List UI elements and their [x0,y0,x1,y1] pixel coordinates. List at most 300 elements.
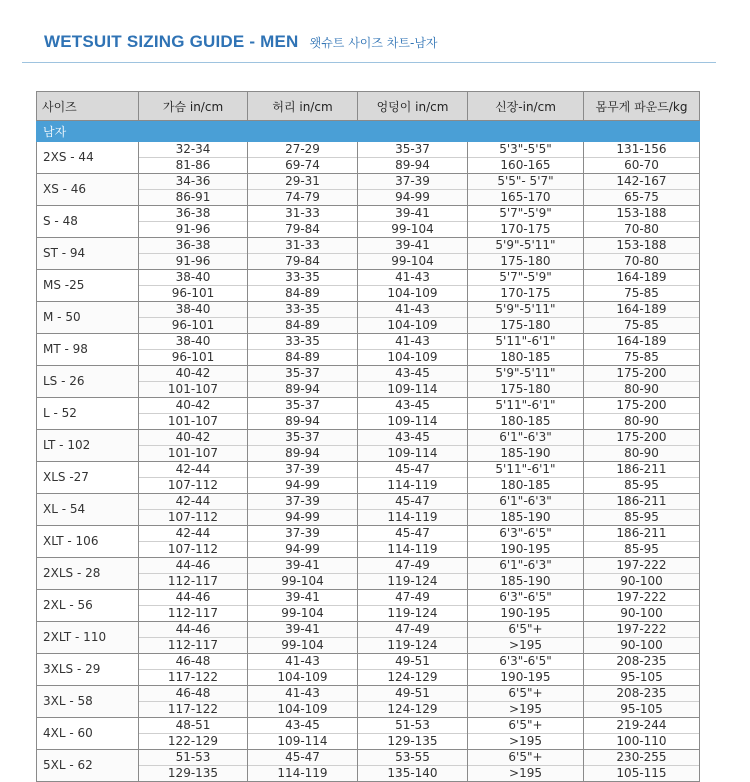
chest-metric: 96-101 [171,318,215,332]
weight-metric: 70-80 [624,254,659,268]
height-metric: >195 [509,638,542,652]
size-cell: 4XL - 60 [37,718,139,750]
hip-inches: 41-43 [358,270,467,286]
chest-cell [139,334,248,366]
height-cell [468,462,584,494]
height-cell [468,526,584,558]
height-metric: 170-175 [500,222,551,236]
weight-cell [584,238,700,270]
waist-cell [248,174,358,206]
chest-metric: 107-112 [167,510,219,524]
chest-cell [139,494,248,526]
table-row [37,494,700,526]
page-title [44,32,438,52]
hip-metric: 99-104 [391,222,434,236]
table-row [37,366,700,398]
height-inches: 6'3"-6'5" [468,526,583,542]
height-metric: >195 [509,702,542,716]
size-cell: 2XL - 56 [37,590,139,622]
waist-metric: 99-104 [281,574,324,588]
hip-inches: 41-43 [358,302,467,318]
hip-cell [358,462,468,494]
weight-cell [584,206,700,238]
height-cell [468,654,584,686]
height-inches: 5'5"- 5'7" [468,174,583,190]
table-row [37,558,700,590]
height-metric: 160-165 [500,158,551,172]
weight-metric: 75-85 [624,286,659,300]
height-inches: 5'7"-5'9" [468,206,583,222]
chest-cell [139,430,248,462]
table-row [37,142,700,174]
waist-cell [248,622,358,654]
chest-cell [139,590,248,622]
hip-cell [358,718,468,750]
height-cell [468,270,584,302]
chest-cell [139,270,248,302]
table-row [37,270,700,302]
chest-cell [139,206,248,238]
chest-inches: 38-40 [139,334,247,350]
title-english: WETSUIT SIZING GUIDE - MEN [44,32,299,51]
weight-cell [584,430,700,462]
waist-cell [248,270,358,302]
waist-inches: 39-41 [248,590,357,606]
weight-inches: 186-211 [584,494,699,510]
waist-metric: 104-109 [277,702,328,716]
height-cell [468,558,584,590]
weight-metric: 85-95 [624,510,659,524]
waist-cell [248,462,358,494]
height-metric: >195 [509,766,542,780]
hip-cell [358,302,468,334]
hip-inches: 35-37 [358,142,467,158]
waist-inches: 37-39 [248,462,357,478]
height-inches: 6'5"+ [468,718,583,734]
waist-inches: 31-33 [248,206,357,222]
hip-inches: 43-45 [358,366,467,382]
height-inches: 5'9"-5'11" [468,302,583,318]
size-cell: 3XL - 58 [37,686,139,718]
chest-cell [139,558,248,590]
weight-inches: 208-235 [584,686,699,702]
hip-metric: 109-114 [387,446,438,460]
weight-metric: 80-90 [624,414,659,428]
chest-cell [139,654,248,686]
waist-inches: 33-35 [248,270,357,286]
chest-inches: 46-48 [139,654,247,670]
hip-inches: 47-49 [358,558,467,574]
chest-inches: 42-44 [139,494,247,510]
chest-metric: 91-96 [175,254,211,268]
chest-cell [139,302,248,334]
hip-cell [358,334,468,366]
height-cell [468,718,584,750]
title-korean: 왯슈트 사이즈 차트-남자 [309,36,438,50]
size-cell: MT - 98 [37,334,139,366]
waist-inches: 33-35 [248,302,357,318]
weight-metric: 75-85 [624,318,659,332]
weight-inches: 153-188 [584,238,699,254]
hip-metric: 124-129 [387,670,438,684]
weight-cell [584,750,700,782]
weight-metric: 90-100 [620,574,663,588]
chest-cell [139,174,248,206]
hip-cell [358,494,468,526]
weight-cell [584,718,700,750]
height-inches: 6'1"-6'3" [468,494,583,510]
chest-metric: 81-86 [175,158,211,172]
chest-metric: 91-96 [175,222,211,236]
height-inches: 5'3"-5'5" [468,142,583,158]
hip-inches: 49-51 [358,654,467,670]
waist-metric: 94-99 [285,542,320,556]
table-row [37,654,700,686]
weight-inches: 164-189 [584,302,699,318]
weight-metric: 95-105 [620,702,663,716]
waist-cell [248,142,358,174]
height-metric: 180-185 [500,414,551,428]
weight-cell [584,590,700,622]
header-row [37,92,700,121]
table-row [37,462,700,494]
chest-metric: 129-135 [167,766,219,780]
hip-metric: 119-124 [387,638,438,652]
waist-metric: 84-89 [285,318,320,332]
hip-cell [358,238,468,270]
height-inches: 6'1"-6'3" [468,430,583,446]
hip-cell [358,366,468,398]
size-cell: 5XL - 62 [37,750,139,782]
weight-inches: 186-211 [584,462,699,478]
height-metric: 180-185 [500,478,551,492]
weight-inches: 164-189 [584,270,699,286]
waist-inches: 41-43 [248,654,357,670]
hip-cell [358,686,468,718]
hip-inches: 39-41 [358,238,467,254]
weight-metric: 70-80 [624,222,659,236]
weight-cell [584,302,700,334]
height-inches: 5'7"-5'9" [468,270,583,286]
chest-cell [139,462,248,494]
height-inches: 6'3"-6'5" [468,590,583,606]
chest-inches: 38-40 [139,302,247,318]
size-cell: M - 50 [37,302,139,334]
weight-inches: 153-188 [584,206,699,222]
waist-metric: 99-104 [281,638,324,652]
weight-metric: 95-105 [620,670,663,684]
size-cell: LS - 26 [37,366,139,398]
size-cell: 2XLT - 110 [37,622,139,654]
waist-inches: 29-31 [248,174,357,190]
table-row [37,526,700,558]
waist-inches: 39-41 [248,622,357,638]
weight-metric: 60-70 [624,158,659,172]
size-cell: S - 48 [37,206,139,238]
hip-metric: 99-104 [391,254,434,268]
waist-inches: 39-41 [248,558,357,574]
waist-metric: 114-119 [277,766,328,780]
size-cell: 2XLS - 28 [37,558,139,590]
hip-cell [358,174,468,206]
weight-inches: 175-200 [584,366,699,382]
chest-inches: 44-46 [139,622,247,638]
chest-cell [139,750,248,782]
chest-inches: 48-51 [139,718,247,734]
height-inches: 5'11"-6'1" [468,334,583,350]
weight-metric: 75-85 [624,350,659,364]
chest-inches: 40-42 [139,398,247,414]
hip-metric: 119-124 [387,574,438,588]
hip-inches: 45-47 [358,526,467,542]
height-metric: 165-170 [500,190,551,204]
height-cell [468,590,584,622]
chest-metric: 117-122 [167,670,219,684]
waist-inches: 35-37 [248,430,357,446]
chest-inches: 46-48 [139,686,247,702]
table-row [37,750,700,782]
waist-cell [248,590,358,622]
size-cell: MS -25 [37,270,139,302]
weight-cell [584,334,700,366]
weight-metric: 80-90 [624,446,659,460]
weight-cell [584,494,700,526]
hip-cell [358,142,468,174]
weight-cell [584,142,700,174]
hip-inches: 49-51 [358,686,467,702]
hip-cell [358,270,468,302]
table-row [37,174,700,206]
height-metric: 185-190 [500,510,551,524]
table-row [37,398,700,430]
height-inches: 6'5"+ [468,622,583,638]
weight-metric: 90-100 [620,638,663,652]
height-metric: 185-190 [500,446,551,460]
waist-metric: 74-79 [285,190,320,204]
chest-inches: 36-38 [139,206,247,222]
waist-cell [248,238,358,270]
height-inches: 6'3"-6'5" [468,654,583,670]
height-metric: 175-180 [500,382,551,396]
weight-inches: 186-211 [584,526,699,542]
height-metric: 175-180 [500,254,551,268]
hip-cell [358,398,468,430]
waist-cell [248,430,358,462]
waist-metric: 79-84 [285,254,320,268]
hip-metric: 89-94 [395,158,430,172]
hip-metric: 135-140 [387,766,438,780]
size-cell: LT - 102 [37,430,139,462]
waist-cell [248,206,358,238]
chest-metric: 112-117 [167,574,219,588]
chest-metric: 86-91 [175,190,211,204]
height-inches: 5'9"-5'11" [468,238,583,254]
height-inches: 5'11"-6'1" [468,462,583,478]
hip-inches: 47-49 [358,590,467,606]
waist-cell [248,686,358,718]
hip-metric: 124-129 [387,702,438,716]
waist-cell [248,366,358,398]
waist-inches: 45-47 [248,750,357,766]
waist-metric: 84-89 [285,286,320,300]
hip-inches: 43-45 [358,430,467,446]
height-metric: 170-175 [500,286,551,300]
chest-cell [139,398,248,430]
size-cell: XLT - 106 [37,526,139,558]
waist-inches: 43-45 [248,718,357,734]
hip-cell [358,526,468,558]
waist-cell [248,494,358,526]
hip-inches: 41-43 [358,334,467,350]
waist-cell [248,750,358,782]
height-cell [468,142,584,174]
hip-metric: 129-135 [387,734,438,748]
weight-metric: 105-115 [616,766,667,780]
hip-cell [358,622,468,654]
height-cell [468,430,584,462]
group-label: 남자 [37,121,700,142]
weight-metric: 80-90 [624,382,659,396]
weight-inches: 197-222 [584,558,699,574]
chest-inches: 40-42 [139,430,247,446]
chest-cell [139,622,248,654]
chest-inches: 32-34 [139,142,247,158]
weight-inches: 230-255 [584,750,699,766]
weight-metric: 85-95 [624,542,659,556]
chest-metric: 101-107 [167,414,219,428]
chest-metric: 101-107 [167,382,219,396]
hip-inches: 45-47 [358,494,467,510]
hip-cell [358,654,468,686]
table-row [37,430,700,462]
waist-cell [248,334,358,366]
waist-inches: 35-37 [248,398,357,414]
waist-cell [248,558,358,590]
table-row [37,334,700,366]
weight-metric: 85-95 [624,478,659,492]
hip-metric: 104-109 [387,350,438,364]
waist-inches: 37-39 [248,494,357,510]
hip-cell [358,558,468,590]
weight-metric: 100-110 [616,734,667,748]
height-cell [468,494,584,526]
chest-inches: 40-42 [139,366,247,382]
chest-metric: 107-112 [167,478,219,492]
waist-cell [248,718,358,750]
waist-metric: 104-109 [277,670,328,684]
hip-inches: 43-45 [358,398,467,414]
chest-metric: 122-129 [167,734,219,748]
hip-inches: 37-39 [358,174,467,190]
size-cell: 2XS - 44 [37,142,139,174]
header-waist: 허리 in/cm [248,92,358,121]
header-height: 신장-in/cm [468,92,584,121]
waist-inches: 35-37 [248,366,357,382]
hip-metric: 104-109 [387,318,438,332]
waist-cell [248,526,358,558]
table-row [37,718,700,750]
waist-inches: 31-33 [248,238,357,254]
weight-inches: 131-156 [584,142,699,158]
hip-metric: 114-119 [387,478,438,492]
chest-cell [139,526,248,558]
table-row [37,590,700,622]
sizing-table [36,91,700,782]
chest-inches: 51-53 [139,750,247,766]
chest-metric: 107-112 [167,542,219,556]
weight-inches: 142-167 [584,174,699,190]
waist-cell [248,302,358,334]
hip-inches: 53-55 [358,750,467,766]
height-metric: >195 [509,734,542,748]
table-row [37,206,700,238]
chest-metric: 112-117 [167,606,219,620]
chest-inches: 44-46 [139,590,247,606]
height-metric: 175-180 [500,318,551,332]
weight-cell [584,526,700,558]
chest-metric: 117-122 [167,702,219,716]
waist-metric: 94-99 [285,510,320,524]
waist-inches: 41-43 [248,686,357,702]
waist-metric: 89-94 [285,414,320,428]
chest-cell [139,686,248,718]
weight-inches: 175-200 [584,398,699,414]
size-cell: XS - 46 [37,174,139,206]
height-cell [468,334,584,366]
weight-metric: 65-75 [624,190,659,204]
size-cell: ST - 94 [37,238,139,270]
hip-inches: 45-47 [358,462,467,478]
size-cell: XL - 54 [37,494,139,526]
chest-cell [139,238,248,270]
hip-cell [358,430,468,462]
weight-cell [584,270,700,302]
title-divider [22,62,716,63]
header-hip: 엉덩이 in/cm [358,92,468,121]
height-cell [468,750,584,782]
height-inches: 5'11"-6'1" [468,398,583,414]
weight-cell [584,558,700,590]
chest-cell [139,366,248,398]
waist-metric: 94-99 [285,478,320,492]
waist-metric: 89-94 [285,382,320,396]
waist-metric: 109-114 [277,734,328,748]
height-inches: 6'5"+ [468,686,583,702]
chest-inches: 38-40 [139,270,247,286]
hip-inches: 47-49 [358,622,467,638]
chest-metric: 96-101 [171,350,215,364]
waist-metric: 69-74 [285,158,320,172]
chest-inches: 44-46 [139,558,247,574]
hip-metric: 109-114 [387,382,438,396]
hip-cell [358,206,468,238]
weight-cell [584,174,700,206]
height-cell [468,622,584,654]
weight-inches: 219-244 [584,718,699,734]
header-weight: 몸무게 파운드/kg [584,92,700,121]
weight-cell [584,398,700,430]
chest-metric: 101-107 [167,446,219,460]
weight-cell [584,366,700,398]
height-cell [468,206,584,238]
header-size: 사이즈 [37,92,139,121]
table-row [37,622,700,654]
hip-metric: 109-114 [387,414,438,428]
chest-metric: 96-101 [171,286,215,300]
hip-metric: 114-119 [387,510,438,524]
weight-inches: 164-189 [584,334,699,350]
chest-inches: 42-44 [139,526,247,542]
